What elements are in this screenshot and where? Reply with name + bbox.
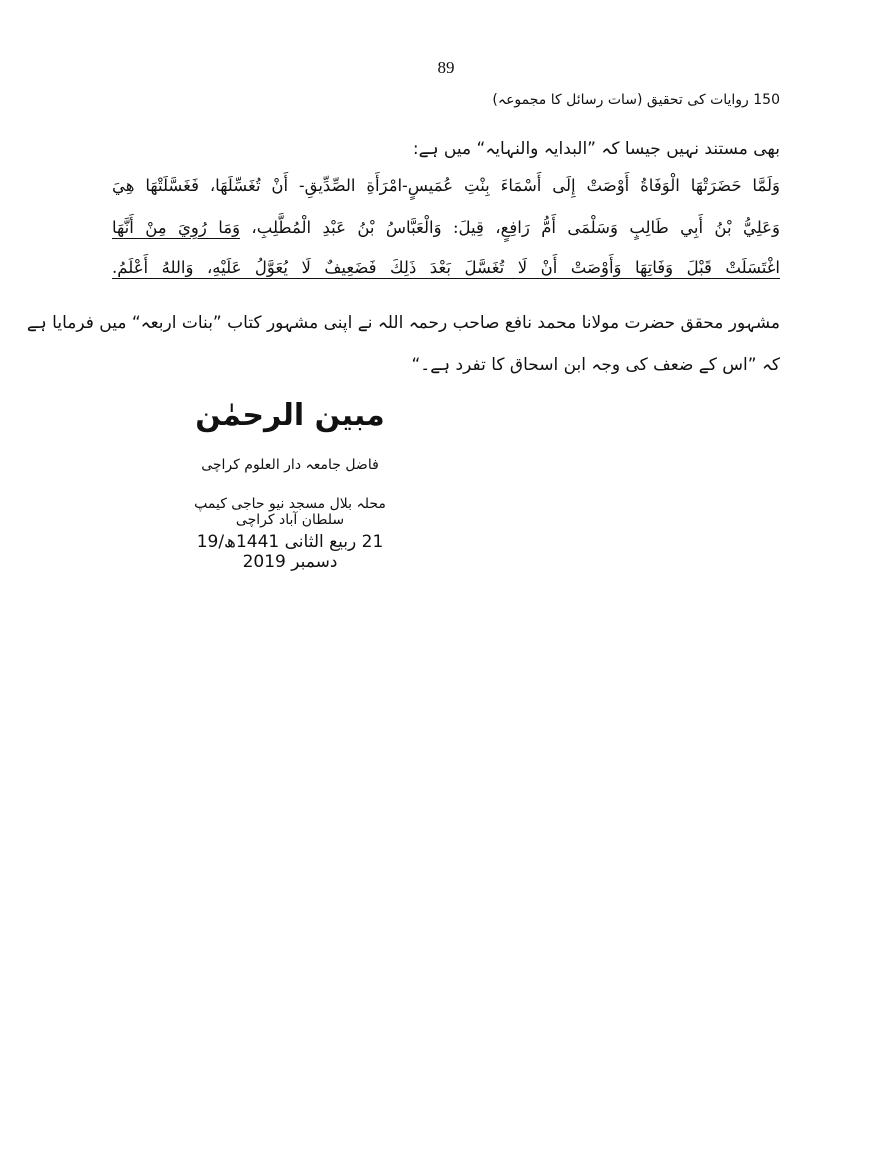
urdu-paragraph-line-2: کہ ”اس کے ضعف کی وجہ ابن اسحاق کا تفرد ہے۔“ xyxy=(411,355,780,375)
arabic-quote-line-2-underlined: وَمَا رُوِيَ مِنْ أَنَّهَا xyxy=(112,218,241,237)
urdu-paragraph-line-1: مشہور محقق حضرت مولانا محمد نافع صاحب رحمہ اللہ نے اپنی مشہور کتاب ”بنات اربعہ“ میں فرمایا ہے xyxy=(26,313,780,333)
signature-date: 21 ربیع الثانی 1441ھ/19 دسمبر 2019 xyxy=(196,532,384,572)
arabic-quote-line-2-plain: وَعَلِيُّ بْنُ أَبِي طَالِبٍ وَسَلْمَى أَمُّ رَافِعٍ، قِيلَ: وَالْعَبَّاسُ بْنُ عَبْدِ الْمُطَّلِبِ، xyxy=(240,218,780,237)
intro-line: بھی مستند نہیں جیسا کہ ”البدایہ والنہایہ“ میں ہے: xyxy=(412,139,780,159)
page-number: 89 xyxy=(437,58,455,77)
arabic-quote-line-1: وَلَمَّا حَضَرَتْهَا الْوَفَاةُ أَوْصَتْ إِلَى أَسْمَاءَ بِنْتِ عُمَيسٍ-امْرَأَةِ الصِّدِّيقِ- أَنْ تُغَسِّلَهَا، فَغَسَّلَتْهَا هِيَ xyxy=(112,176,780,195)
arabic-quote-line-3: اغْتَسَلَتْ قَبْلَ وَفَاتِهَا وَأَوْصَتْ أَنْ لَا تُغَسَّلَ بَعْدَ ذَلِكَ فَضَعِيفٌ لَا يُعَوَّلُ عَلَيْهِ، وَاللهُ أَعْلَمُ. xyxy=(112,258,780,277)
signature-address: محلہ بلال مسجد نیو حاجی کیمپ سلطان آباد کراچی xyxy=(194,496,386,528)
arabic-quote-line-2 xyxy=(112,218,780,237)
signature-name: مبین الرحمٰن xyxy=(195,398,385,433)
running-header: 150 روایات کی تحقیق (سات رسائل کا مجموعہ) xyxy=(492,92,780,108)
signature-affiliation: فاضل جامعہ دار العلوم کراچی xyxy=(201,457,379,473)
